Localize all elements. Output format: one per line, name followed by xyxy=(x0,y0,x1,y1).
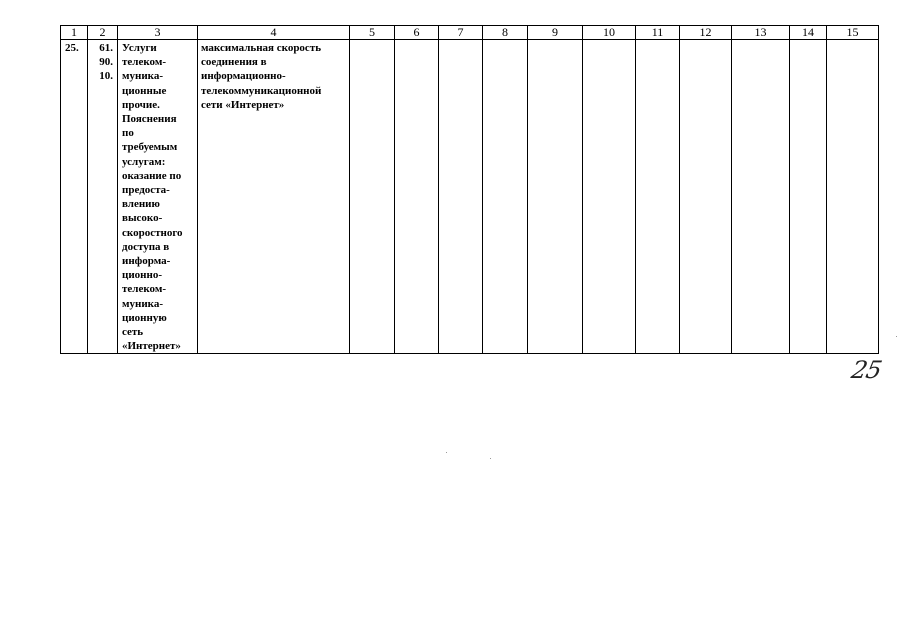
column-header-11: 11 xyxy=(636,26,680,40)
empty-cell-9 xyxy=(528,40,583,354)
handwritten-page-number: 25 xyxy=(849,356,884,384)
column-header-14: 14 xyxy=(790,26,827,40)
column-header-12: 12 xyxy=(680,26,732,40)
column-header-6: 6 xyxy=(395,26,439,40)
scan-speck xyxy=(446,452,447,453)
empty-cell-12 xyxy=(680,40,732,354)
service-name-cell xyxy=(118,40,198,354)
service-name: Услуги телеком- муника- ционные прочие. Пояснения по требуемым услугам: оказание по предоста- влению высоко- скоростного доступа в информа- ционно- телеком- муника- ционную сеть «Интернет» xyxy=(122,42,183,353)
empty-cell-14 xyxy=(790,40,827,354)
characteristic-text: максимальная скорость соединения в информационно- телекоммуникационной сети «Интернет» xyxy=(201,42,322,111)
table-body xyxy=(61,40,879,354)
header-row xyxy=(61,26,879,40)
column-header-7: 7 xyxy=(439,26,483,40)
row-number-cell xyxy=(61,40,88,354)
column-header-9: 9 xyxy=(528,26,583,40)
column-header-4: 4 xyxy=(198,26,350,40)
characteristic-cell xyxy=(198,40,350,354)
column-header-10: 10 xyxy=(583,26,636,40)
empty-cell-10 xyxy=(583,40,636,354)
table-header xyxy=(61,26,879,40)
table-row xyxy=(61,40,879,354)
scan-speck xyxy=(896,336,897,337)
column-header-8: 8 xyxy=(483,26,528,40)
empty-cell-11 xyxy=(636,40,680,354)
column-header-3: 3 xyxy=(118,26,198,40)
okpd-code: 61. 90. 10. xyxy=(99,42,113,83)
row-number: 25. xyxy=(65,42,79,54)
empty-cell-7 xyxy=(439,40,483,354)
empty-cell-13 xyxy=(732,40,790,354)
column-header-2: 2 xyxy=(88,26,118,40)
document-table xyxy=(60,25,879,354)
empty-cell-5 xyxy=(350,40,395,354)
empty-cell-8 xyxy=(483,40,528,354)
empty-cell-6 xyxy=(395,40,439,354)
okpd-code-cell xyxy=(88,40,118,354)
scan-speck xyxy=(490,458,491,459)
column-header-1: 1 xyxy=(61,26,88,40)
column-header-5: 5 xyxy=(350,26,395,40)
column-header-15: 15 xyxy=(827,26,879,40)
column-header-13: 13 xyxy=(732,26,790,40)
empty-cell-15 xyxy=(827,40,879,354)
